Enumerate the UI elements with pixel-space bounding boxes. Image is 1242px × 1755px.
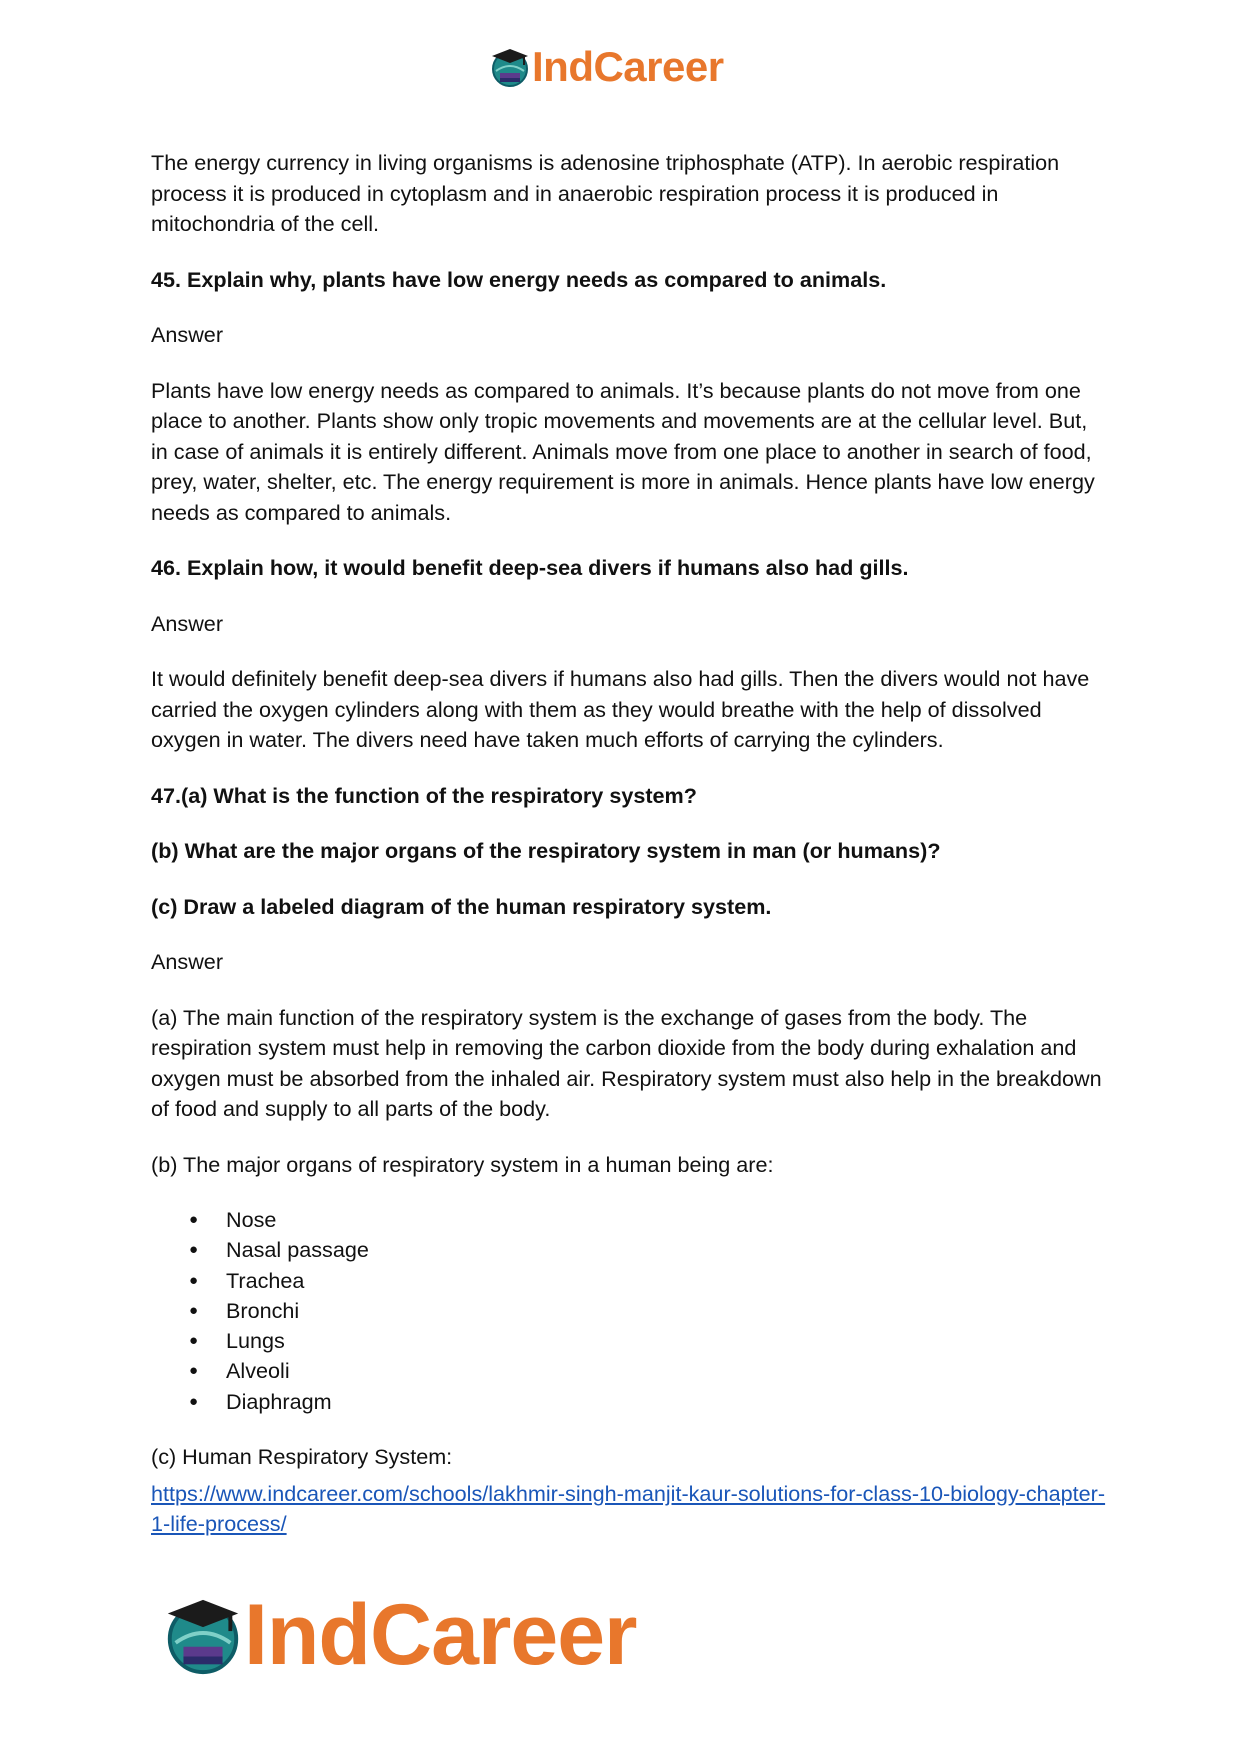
indcareer-link[interactable]: https://www.indcareer.com/schools/lakhmir-singh-manjit-kaur-solutions-for-class-10-biology-chapter-1-life-process/ bbox=[151, 1480, 1106, 1536]
question-46: 46. Explain how, it would benefit deep-sea divers if humans also had gills. bbox=[151, 555, 909, 580]
answer-47b: (b) The major organs of respiratory system in a human being are: bbox=[151, 1151, 774, 1177]
brand-name: IndCareer bbox=[244, 1586, 637, 1683]
answer-label-47: Answer bbox=[151, 949, 224, 974]
list-item: ● Trachea bbox=[151, 1266, 1106, 1296]
list-item: ● Lungs bbox=[151, 1326, 1106, 1356]
question-47c: (c) Draw a labeled diagram of the human respiratory system. bbox=[151, 893, 772, 919]
intro-paragraph: The energy currency in living organisms is adenosine triphosphate (ATP). In aerobic respiration process it is produced in cytoplasm and in anaerobic respiration process it is produced in mitochondria of the cell. bbox=[151, 150, 1060, 236]
document-body bbox=[151, 148, 1106, 1539]
question-47a: 47.(a) What is the function of the respiratory system? bbox=[151, 782, 697, 808]
answer-label-45: Answer bbox=[151, 322, 224, 347]
answer-label-46: Answer bbox=[151, 610, 224, 636]
header-logo bbox=[488, 44, 724, 90]
logo-globe-icon bbox=[160, 1592, 246, 1678]
logo-globe-icon bbox=[488, 45, 532, 89]
answer-46: It would definitely benefit deep-sea divers if humans also had gills. Then the divers would not have carried the oxygen cylinders along with them as they would breathe with the help of dissolved oxygen in water. The divers need have taken much efforts of carrying the cylinders. bbox=[151, 666, 1090, 752]
question-45: 45. Explain why, plants have low energy needs as compared to animals. bbox=[151, 266, 887, 292]
brand-name: IndCareer bbox=[532, 43, 724, 90]
footer-logo bbox=[160, 1586, 637, 1683]
list-item: ● Alveoli bbox=[151, 1356, 1106, 1386]
list-item: ● Diaphragm bbox=[151, 1387, 1106, 1417]
list-item: ● Nose bbox=[151, 1205, 1106, 1235]
answer-47a: (a) The main function of the respiratory system is the exchange of gases from the body. The respiration system must help in removing the carbon dioxide from the body during exhalation and oxygen must be absorbed from the inhaled air. Respiratory system must also help in the breakdown of food and supply to all parts of the body. bbox=[151, 1004, 1102, 1121]
answer-47c: (c) Human Respiratory System: bbox=[151, 1444, 453, 1470]
list-item: ● Bronchi bbox=[151, 1296, 1106, 1326]
organs-list bbox=[151, 1205, 1106, 1417]
answer-45: Plants have low energy needs as compared to animals. It’s because plants do not move from one place to another. Plants show only tropic movements and movements are at the cellular level. But, in case of animals it is entirely different. Animals move from one place to another in search of food, prey, water, shelter, etc. The energy requirement is more in animals. Hence plants have low energy needs as compared to animals. bbox=[151, 377, 1095, 525]
list-item: ● Nasal passage bbox=[151, 1235, 1106, 1265]
question-47b: (b) What are the major organs of the respiratory system in man (or humans)? bbox=[151, 838, 941, 863]
